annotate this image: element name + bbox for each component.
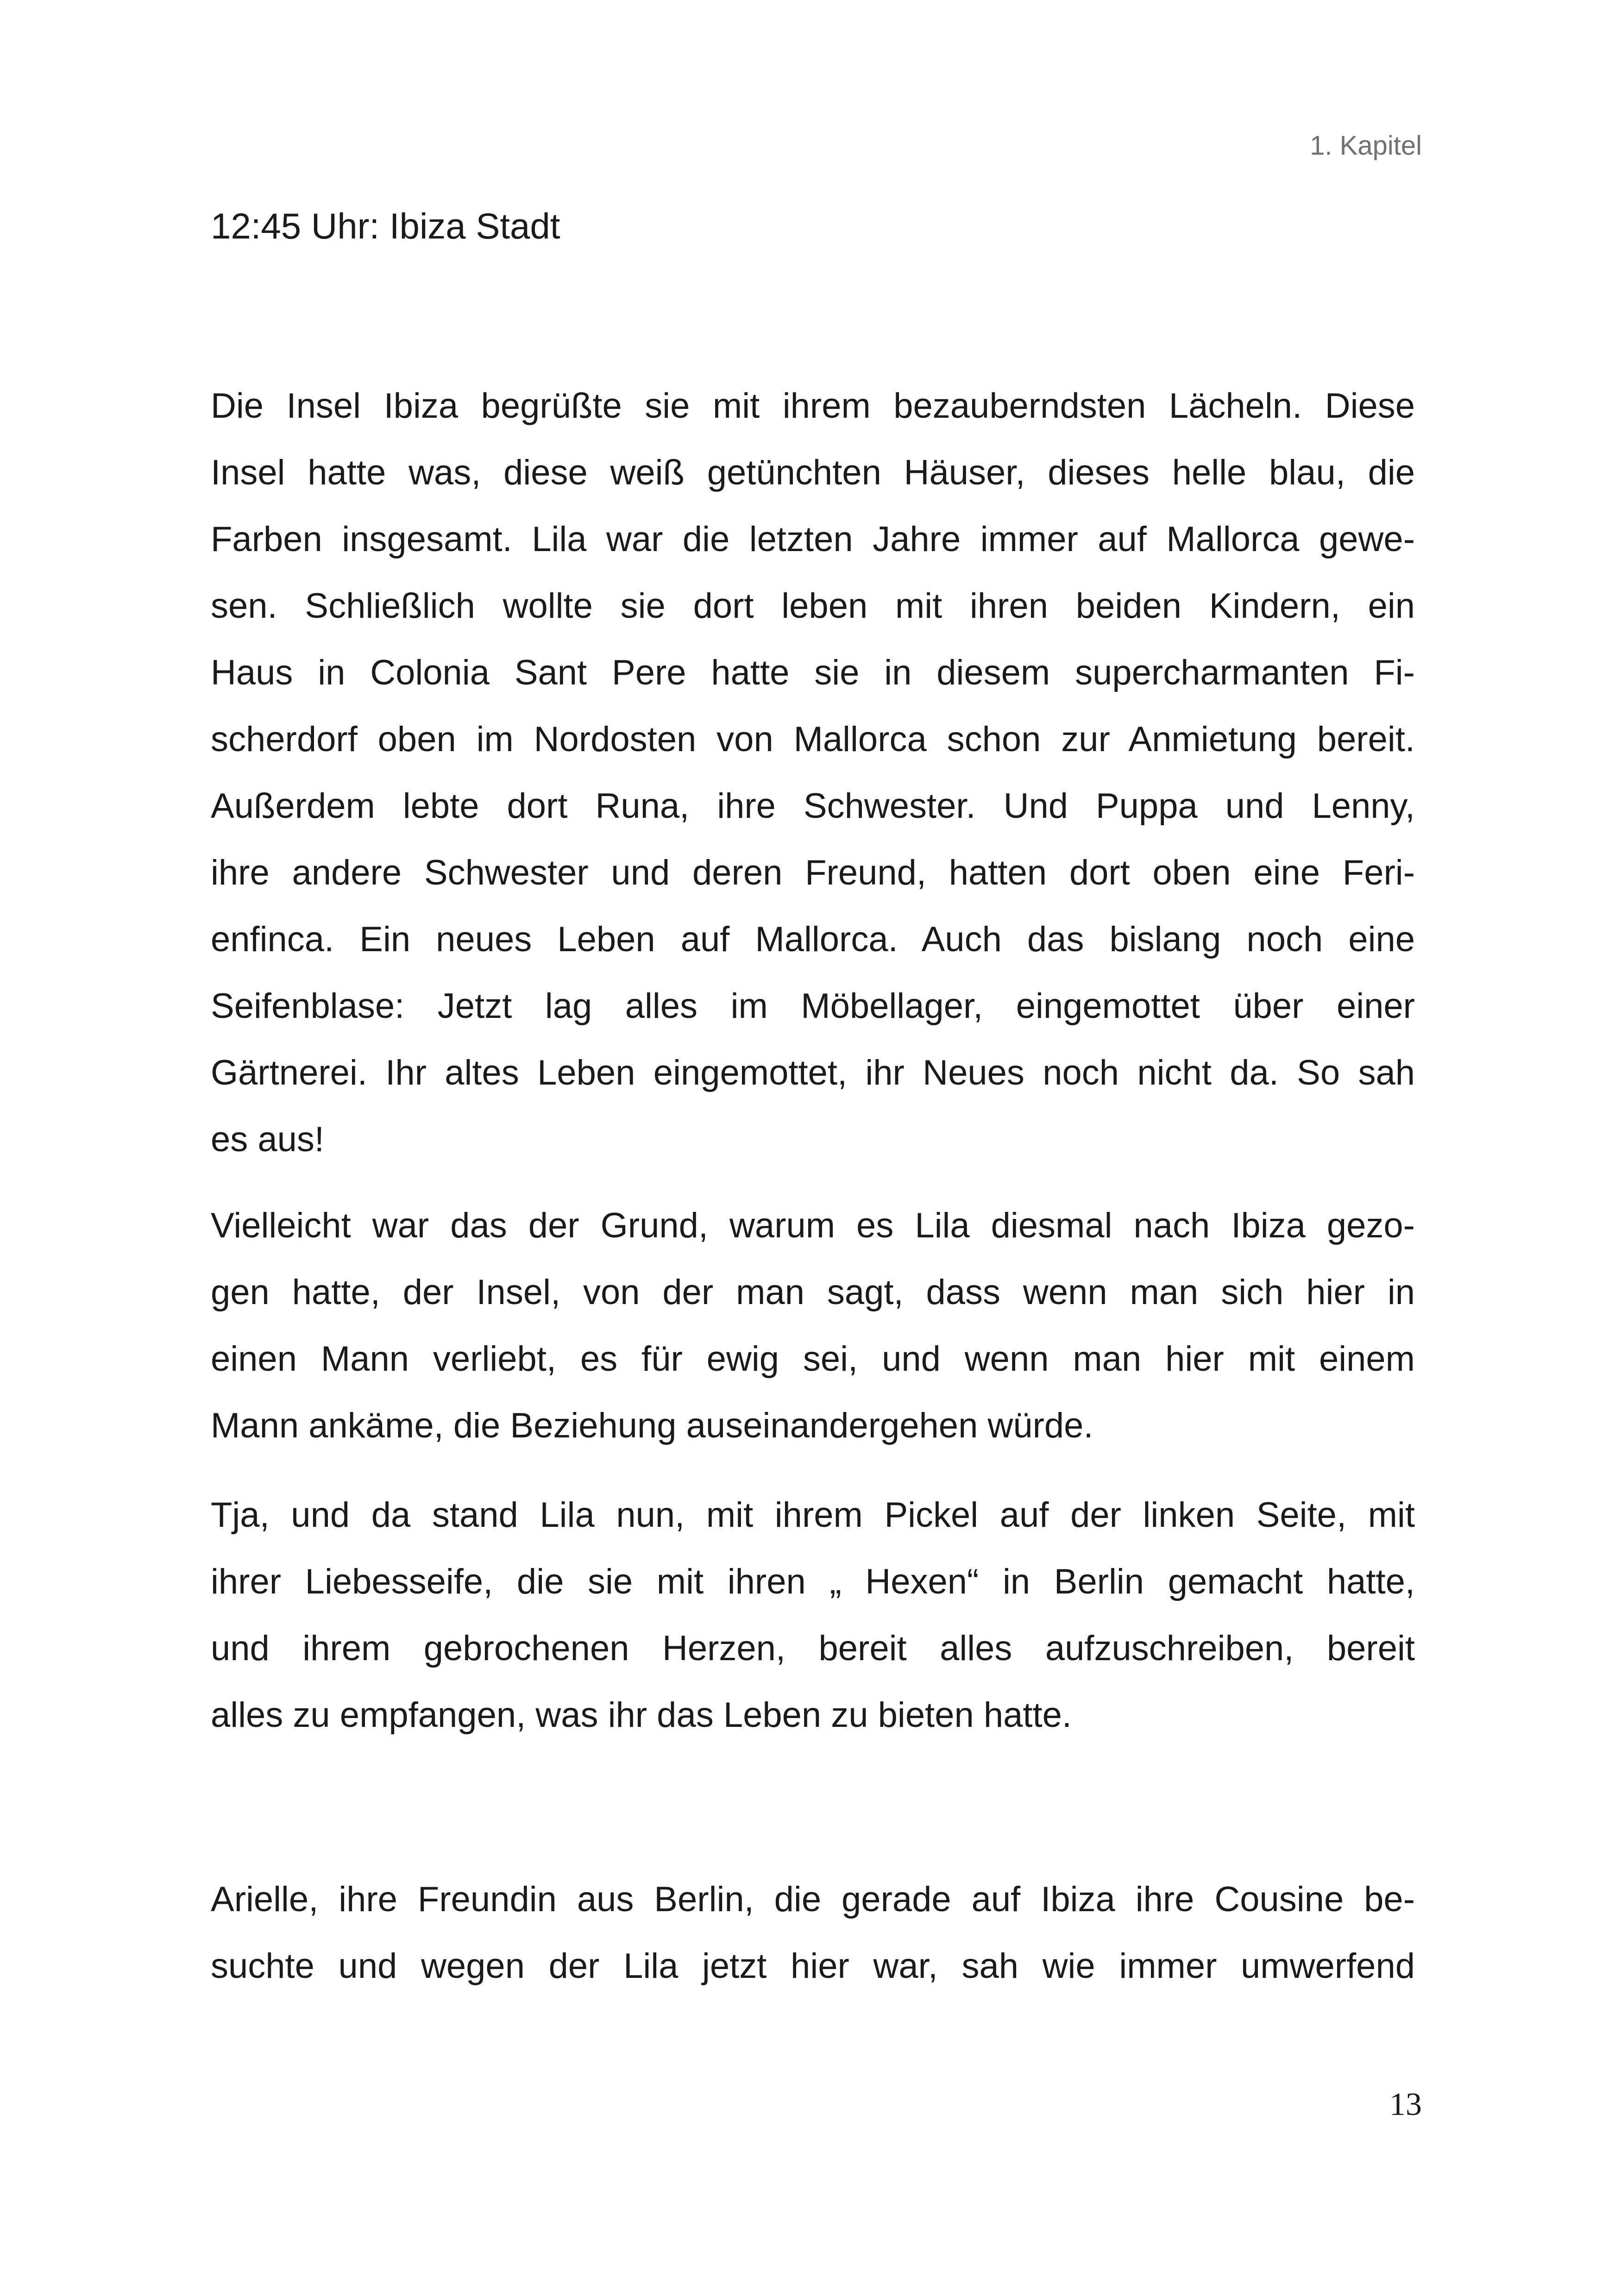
text-line: Die Insel Ibiza begrüßte sie mit ihrem bezauberndsten Lächeln. Diese xyxy=(211,386,1415,426)
text-line: suchte und wegen der Lila jetzt hier war, sah wie immer umwerfend xyxy=(211,1946,1415,1986)
paragraph-4 xyxy=(211,1866,1415,2000)
text-line: Außerdem lebte dort Runa, ihre Schwester. Und Puppa und Lenny, xyxy=(211,786,1415,826)
text-line: Seifenblase: Jetzt lag alles im Möbellager, eingemottet über einer xyxy=(211,986,1415,1026)
text-line: es aus! xyxy=(211,1120,325,1159)
paragraph-3 xyxy=(211,1482,1415,1749)
text-line: Arielle, ihre Freundin aus Berlin, die gerade auf Ibiza ihre Cousine be- xyxy=(211,1880,1415,1919)
text-line: gen hatte, der Insel, von der man sagt, dass wenn man sich hier in xyxy=(211,1273,1415,1312)
running-head: 1. Kapitel xyxy=(1310,131,1422,161)
text-line: und ihrem gebrochenen Herzen, bereit alles aufzuschreiben, bereit xyxy=(211,1629,1415,1668)
page-number: 13 xyxy=(1389,2087,1422,2122)
text-line: Gärtnerei. Ihr altes Leben eingemottet, ihr Neues noch nicht da. So sah xyxy=(211,1053,1415,1092)
text-line: scherdorf oben im Nordosten von Mallorca schon zur Anmietung bereit. xyxy=(211,720,1415,759)
text-line: Tja, und da stand Lila nun, mit ihrem Pickel auf der linken Seite, mit xyxy=(211,1495,1415,1535)
paragraph-1 xyxy=(211,373,1415,1173)
text-line: Farben insgesamt. Lila war die letzten Jahre immer auf Mallorca gewe- xyxy=(211,520,1415,559)
text-line: enfinca. Ein neues Leben auf Mallorca. Auch das bislang noch eine xyxy=(211,920,1415,959)
text-line: ihre andere Schwester und deren Freund, hatten dort oben eine Feri- xyxy=(211,853,1415,892)
section-heading: 12:45 Uhr: Ibiza Stadt xyxy=(211,206,560,246)
text-line: Mann ankäme, die Beziehung auseinandergehen würde. xyxy=(211,1406,1093,1445)
text-line: Insel hatte was, diese weiß getünchten Häuser, dieses helle blau, die xyxy=(211,453,1415,492)
text-line: alles zu empfangen, was ihr das Leben zu bieten hatte. xyxy=(211,1695,1072,1735)
text-line: Vielleicht war das der Grund, warum es Lila diesmal nach Ibiza gezo- xyxy=(211,1206,1415,1245)
text-line: Haus in Colonia Sant Pere hatte sie in diesem supercharmanten Fi- xyxy=(211,653,1415,692)
paragraph-2 xyxy=(211,1192,1415,1459)
text-line: einen Mann verliebt, es für ewig sei, und wenn man hier mit einem xyxy=(211,1339,1415,1379)
text-line: sen. Schließlich wollte sie dort leben mit ihren beiden Kindern, ein xyxy=(211,586,1415,626)
text-line: ihrer Liebesseife, die sie mit ihren „ Hexen“ in Berlin gemacht hatte, xyxy=(211,1562,1415,1601)
